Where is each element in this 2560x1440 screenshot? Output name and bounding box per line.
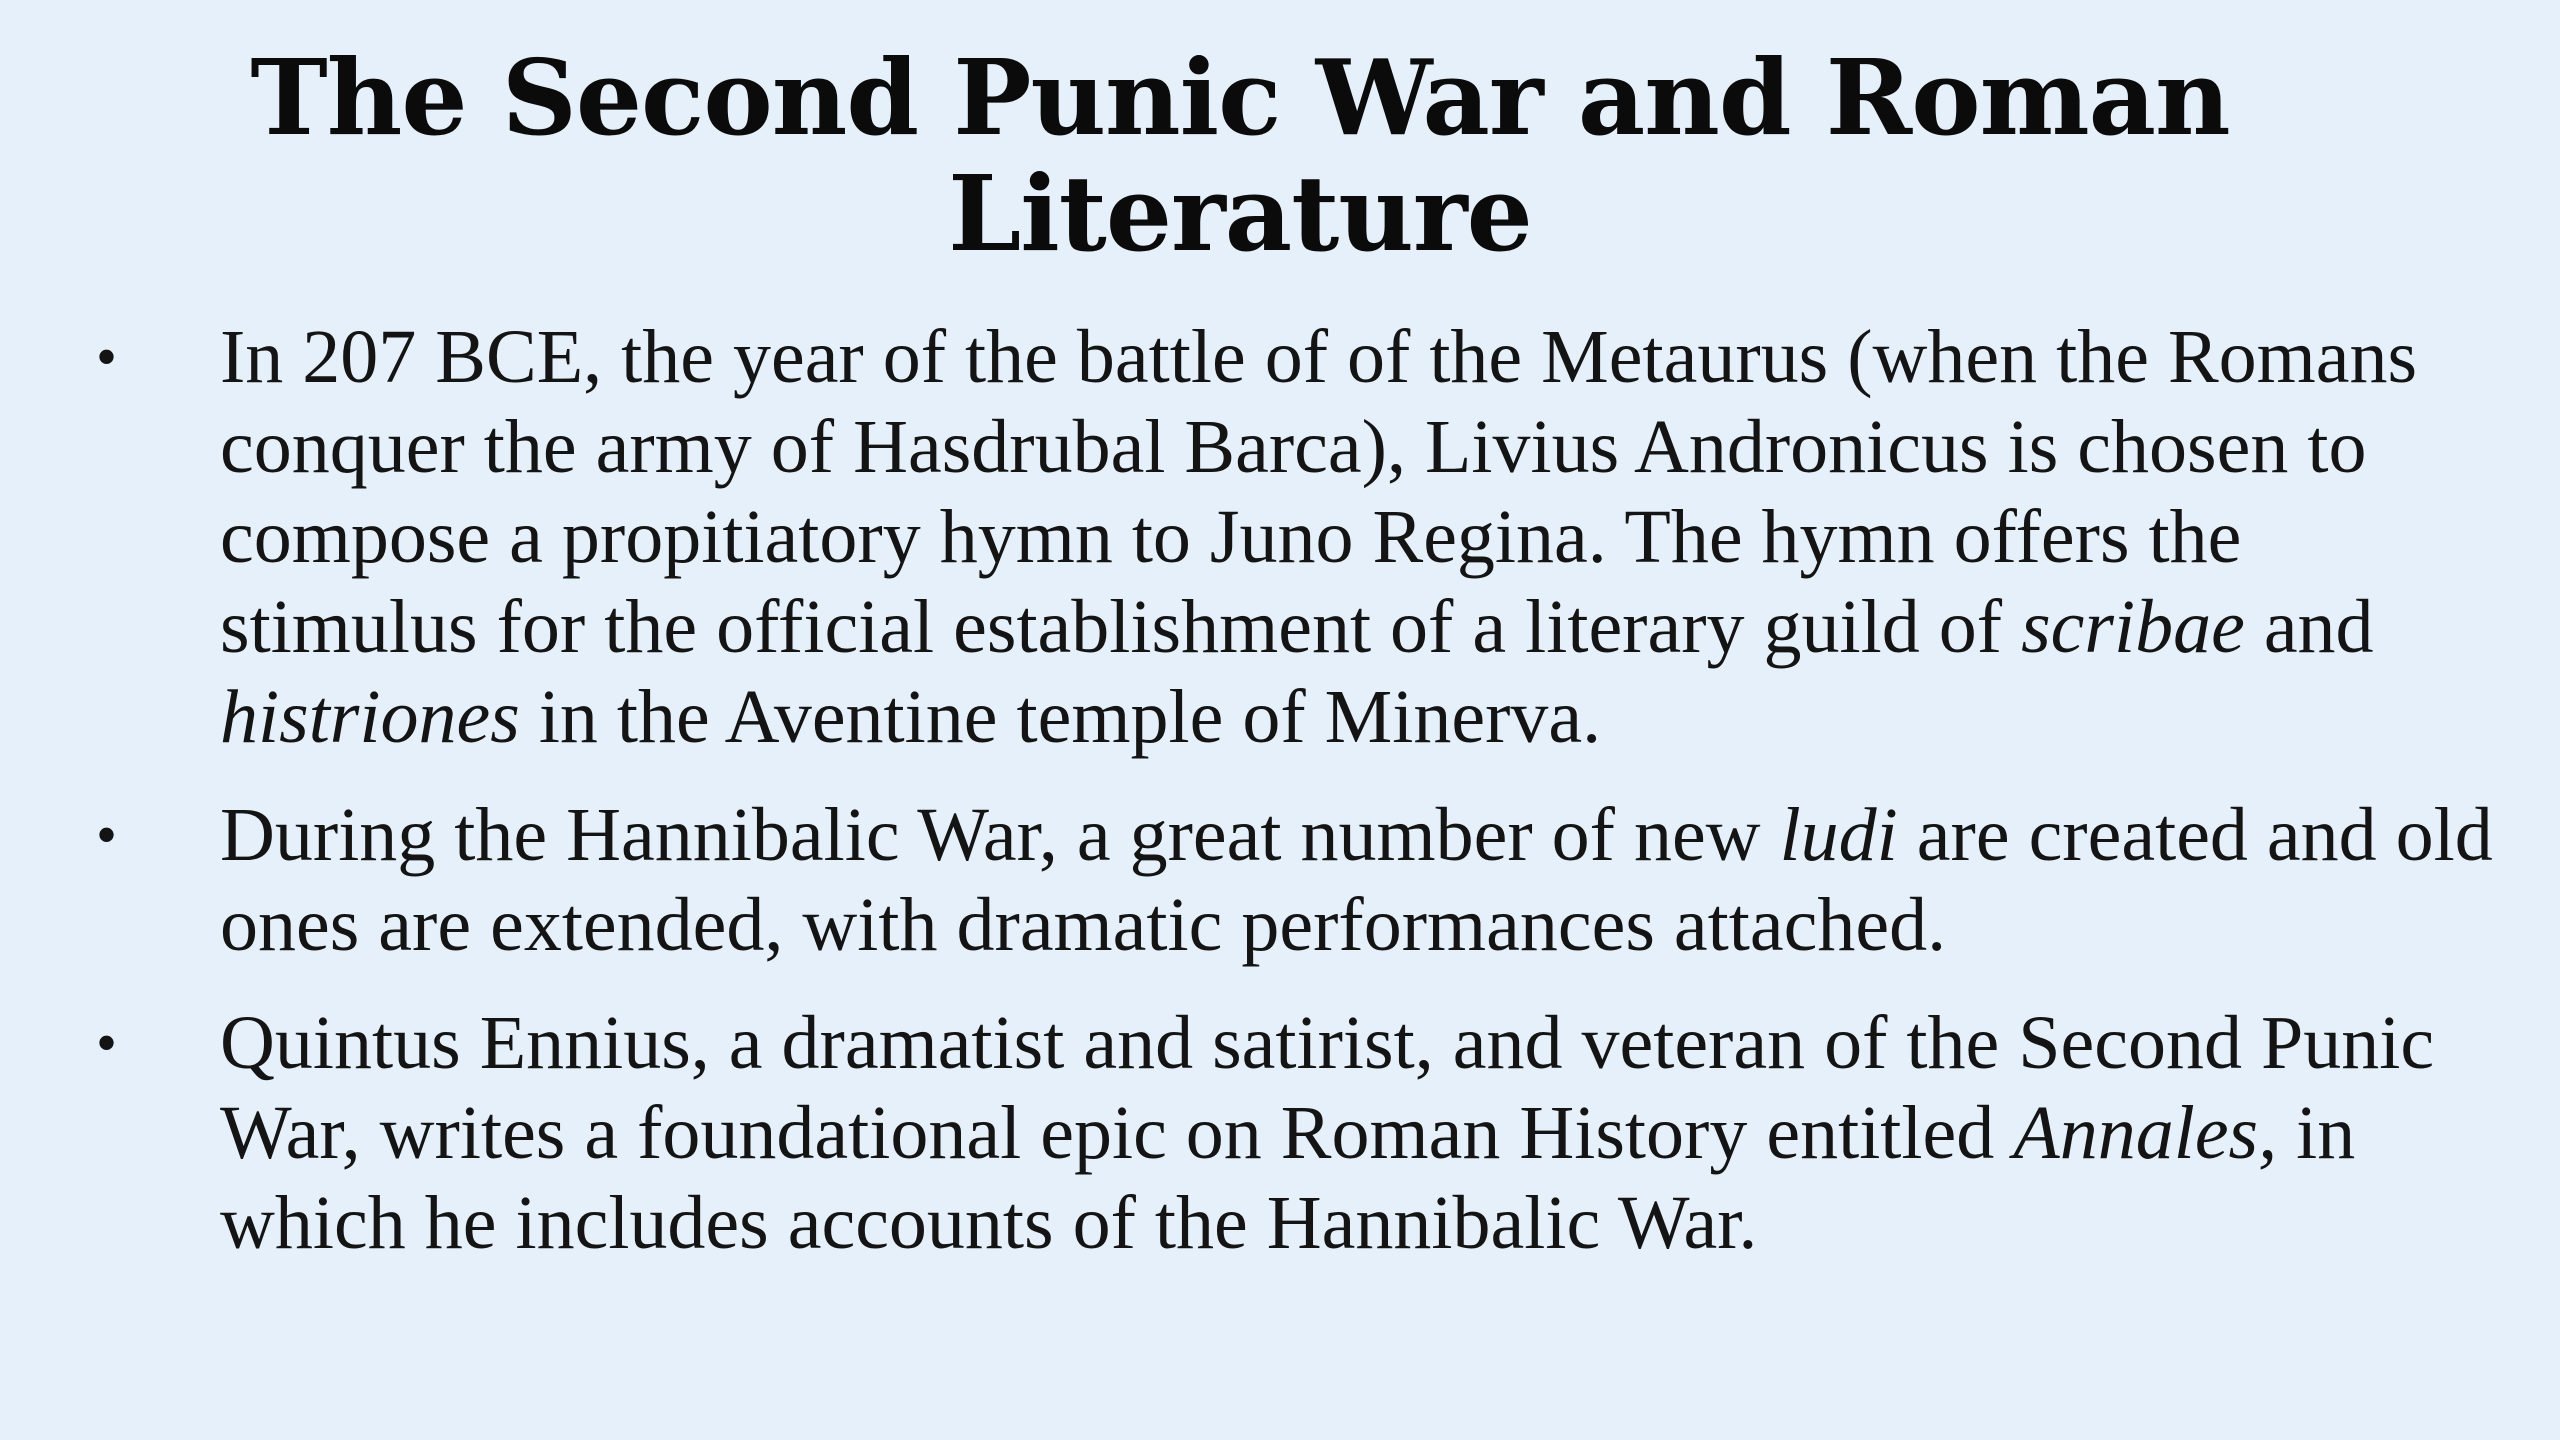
- bullet-text: [220, 793, 2493, 967]
- bullet-dot-icon: •: [96, 324, 118, 390]
- bullet-dot-icon: •: [96, 1010, 118, 1076]
- bullet-text: [220, 315, 2417, 759]
- bullet-text-italic-histriones: histriones: [220, 675, 520, 759]
- bullet-text-segment: In 207 BCE, the year of the battle of of the Metaurus (when the Romans conquer the army of Hasdrubal Barca), Livius Andronicus is chosen to compose a propitiatory hymn to Juno Regina. The hymn offers the stimulus for the official establishment of a literary guild of: [220, 315, 2418, 669]
- bullet-text-segment: are created and old ones are extended, with dramatic performances attached.: [220, 793, 2493, 967]
- bullet-item-ennius: [96, 998, 2496, 1268]
- bullet-text-italic-annales: Annales,: [2013, 1091, 2278, 1175]
- slide-title-line-2: Literature: [948, 152, 1532, 275]
- bullet-text-segment: Quintus Ennius, a dramatist and satirist, and veteran of the Second Punic War, writes a foundational epic on Roman History entitled: [220, 1001, 2435, 1175]
- bullet-list: [96, 312, 2496, 1268]
- bullet-dot-icon: •: [96, 802, 118, 868]
- bullet-text: [220, 1001, 2434, 1265]
- slide-title-line-1: The Second Punic War and Roman: [250, 36, 2230, 159]
- bullet-item-metaurus-hymn: [96, 312, 2496, 762]
- bullet-text-segment: in which he includes accounts of the Hannibalic War.: [220, 1091, 2356, 1265]
- bullet-text-italic-scribae: scribae: [2021, 585, 2245, 669]
- bullet-text-segment: During the Hannibalic War, a great number of new: [220, 793, 1780, 877]
- bullet-text-segment: in the Aventine temple of Minerva.: [519, 675, 1602, 759]
- slide-title: [200, 36, 2280, 275]
- bullet-text-segment: and: [2244, 585, 2374, 669]
- bullet-item-ludi: [96, 790, 2496, 970]
- bullet-text-italic-ludi: ludi: [1779, 793, 1898, 877]
